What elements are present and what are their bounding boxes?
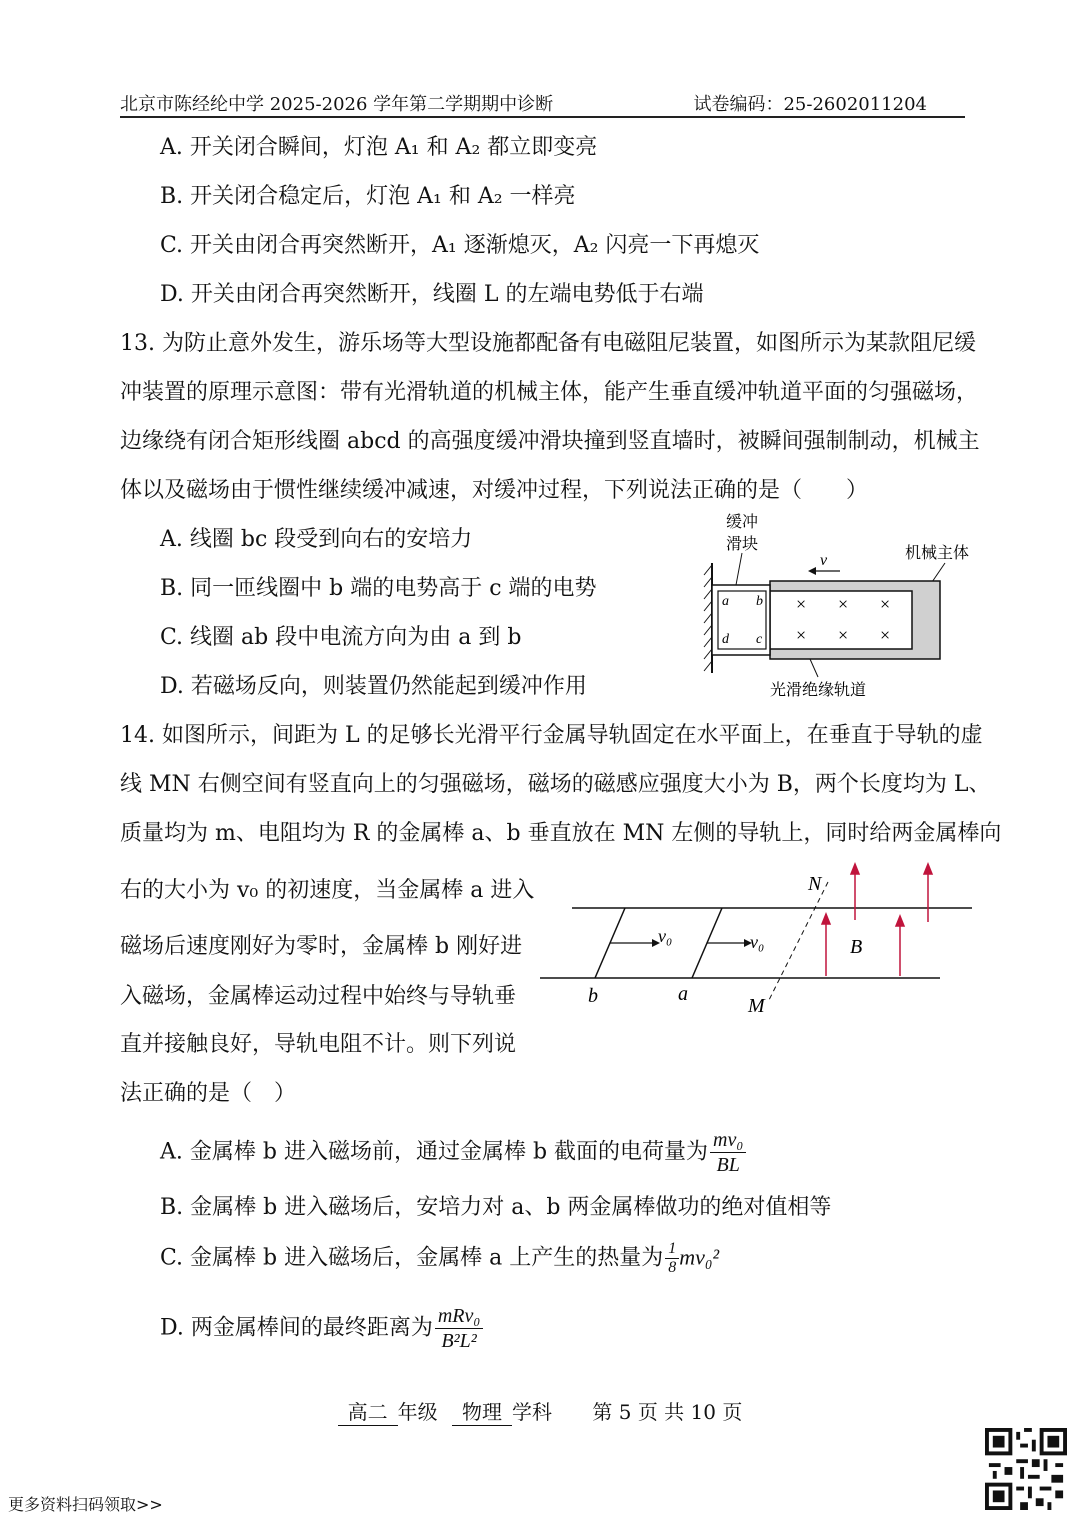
coil-label-b: b	[756, 594, 763, 609]
coil-label-a: a	[722, 594, 729, 609]
slider-label-leader	[736, 553, 742, 585]
q14-option-b: B. 金属棒 b 进入磁场后，安培力对 a、b 两金属棒做功的绝对值相等	[160, 1195, 832, 1220]
scan-more-note: 更多资料扫码领取>>	[8, 1495, 163, 1514]
q14-stem-line: 法正确的是（ ）	[120, 1081, 297, 1106]
label-b-field: B	[850, 936, 863, 958]
q14-option-d-text: D. 两金属棒间的最终距离为	[160, 1315, 433, 1341]
q13-option-a: A. 线圈 bc 段受到向右的安培力	[160, 527, 473, 552]
q14-option-c-tail: mv₀²	[679, 1244, 720, 1270]
q13-option-b: B. 同一匝线圈中 b 端的电势高于 c 端的电势	[160, 576, 597, 601]
q14-stem-line: 右的大小为 v₀ 的初速度，当金属棒 a 进入	[120, 878, 535, 903]
boundary-mn	[768, 882, 828, 1002]
q14-option-a-fraction	[710, 1128, 746, 1177]
field-cross: ×	[796, 625, 807, 645]
footer-grade-unit: 年级	[397, 1400, 438, 1424]
field-cross: ×	[880, 625, 891, 645]
q14-option-a-text: A. 金属棒 b 进入磁场前，通过金属棒 b 截面的电荷量为	[160, 1139, 709, 1165]
q12-option-c: C. 开关由闭合再突然断开，A₁ 逐渐熄灭，A₂ 闪亮一下再熄灭	[160, 233, 760, 258]
fraction-numerator: mRv₀	[435, 1304, 484, 1329]
wall-hatching	[704, 565, 712, 671]
footer-subject: 物理	[452, 1396, 512, 1426]
track-label: 光滑绝缘轨道	[770, 682, 867, 699]
fraction-denominator: 8	[668, 1259, 677, 1276]
q13-option-c: C. 线圈 ab 段中电流方向为由 a 到 b	[160, 625, 522, 650]
q14-stem-line: 磁场后速度刚好为零时，金属棒 b 刚好进	[120, 934, 523, 959]
label-m: M	[748, 995, 765, 1017]
q13-stem-line: 13. 为防止意外发生，游乐场等大型设施都配备有电磁阻尼装置，如图所示为某款阻尼缓	[120, 331, 976, 356]
q12-option-a: A. 开关闭合瞬间，灯泡 A₁ 和 A₂ 都立即变亮	[160, 135, 598, 160]
fraction-numerator: mv₀	[710, 1128, 746, 1153]
field-cross: ×	[838, 625, 849, 645]
q12-option-b: B. 开关闭合稳定后，灯泡 A₁ 和 A₂ 一样亮	[160, 184, 576, 209]
slider-label-line2: 滑块	[726, 536, 759, 553]
main-body-label: 机械主体	[905, 545, 970, 562]
q14-option-d	[160, 1304, 483, 1353]
slider-label-line1: 缓冲	[726, 514, 759, 531]
q14-stem-line: 质量均为 m、电阻均为 R 的金属棒 a、b 垂直放在 MN 左侧的导轨上，同时给两金属棒向	[120, 821, 1002, 846]
rod-a-v0-label: v₀	[750, 932, 765, 952]
coil-label-c: c	[756, 632, 763, 647]
fraction-denominator: B²L²	[441, 1330, 477, 1352]
paper-code: 试卷编码：25-2602011204	[693, 94, 927, 115]
page-header	[120, 86, 965, 118]
velocity-label: v	[820, 552, 828, 569]
school-title: 北京市陈经纶中学 2025-2026 学年第二学期期中诊断	[120, 94, 554, 115]
q14-option-c-fraction	[665, 1240, 679, 1277]
q14-stem-line: 入磁场，金属棒运动过程中始终与导轨垂	[120, 984, 517, 1009]
q14-stem-line: 直并接触良好，导轨电阻不计。则下列说	[120, 1032, 517, 1057]
q12-option-d: D. 开关由闭合再突然断开，线圈 L 的左端电势低于右端	[160, 282, 704, 307]
q14-option-c	[160, 1240, 719, 1277]
q14-option-d-fraction	[435, 1304, 484, 1353]
field-cross: ×	[880, 594, 891, 614]
footer-grade: 高二	[338, 1396, 398, 1426]
magnetic-field-arrows	[822, 864, 932, 976]
q14-rails-diagram	[530, 860, 980, 1020]
q13-stem-line: 边缘绕有闭合矩形线圈 abcd 的高强度缓冲滑块撞到竖直墙时，被瞬间强制制动，机械主	[120, 429, 980, 454]
velocity-arrowhead	[808, 567, 816, 575]
track-leader	[810, 659, 818, 677]
page-footer	[0, 1396, 1080, 1426]
coil-label-d: d	[722, 632, 729, 647]
fraction-denominator: BL	[716, 1154, 740, 1176]
rod-b-label: b	[588, 985, 598, 1007]
qr-code[interactable]	[985, 1428, 1067, 1510]
field-cross: ×	[838, 594, 849, 614]
rod-b-v0-label: v₀	[658, 926, 673, 946]
label-n: N	[808, 873, 822, 895]
q14-option-c-text: C. 金属棒 b 进入磁场后，金属棒 a 上产生的热量为	[160, 1245, 664, 1271]
q13-damper-diagram	[690, 505, 1000, 705]
fraction-numerator: 1	[665, 1240, 679, 1259]
q14-stem-line: 14. 如图所示，间距为 L 的足够长光滑平行金属导轨固定在水平面上，在垂直于导轨的虚	[120, 723, 983, 748]
q13-stem-line: 体以及磁场由于惯性继续缓冲减速，对缓冲过程，下列说法正确的是（ ）	[120, 478, 869, 503]
rod-a-label: a	[678, 983, 688, 1005]
field-cross: ×	[796, 594, 807, 614]
q14-stem-line: 线 MN 右侧空间有竖直向上的匀强磁场，磁场的磁感应强度大小为 B，两个长度均为 L、	[120, 772, 991, 797]
q13-stem-line: 冲装置的原理示意图：带有光滑轨道的机械主体，能产生垂直缓冲轨道平面的匀强磁场，	[120, 380, 979, 405]
q14-option-a	[160, 1128, 746, 1177]
footer-subject-unit: 学科	[512, 1400, 553, 1424]
footer-page-number: 第 5 页 共 10 页	[592, 1400, 743, 1424]
q13-option-d: D. 若磁场反向，则装置仍然能起到缓冲作用	[160, 674, 587, 699]
